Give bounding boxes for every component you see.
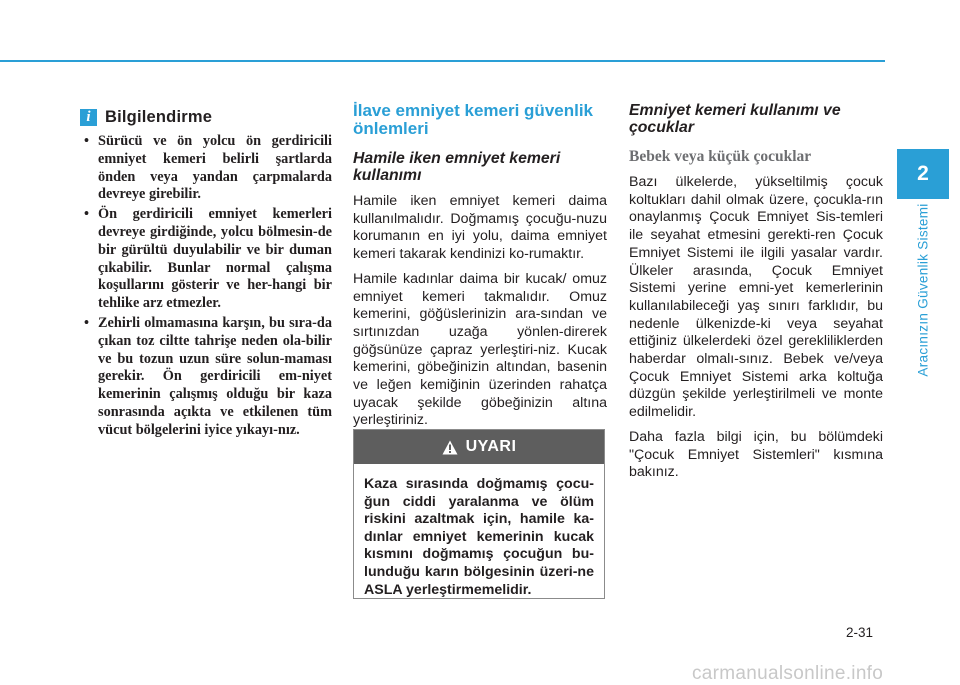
section-heading: Emniyet kemeri kullanımı ve çocuklar: [629, 102, 841, 136]
info-list: [80, 133, 332, 440]
top-rule: [0, 60, 885, 62]
info-item: • Zehirli olmamasına karşın, bu sıra-da çıkan toz ciltte tahrişe neden ola-bilir ve bu tozun uzun süre solun-maması gerekir. Ön gerdiricili em-niyet kemerinin çalışmış olduğu bir kaza sonrasında açıkta ve etkilenen tüm vücut bölgelerini iyice yıkayı-nız.: [80, 315, 332, 440]
pregnancy-section: [353, 101, 607, 437]
warning-text: Kaza sırasında doğmamış çocu-ğun ciddi yaralanma ve ölüm riskini azaltmak için, hamile ka-dınlar emniyet kemerinin kucak kısmını doğmamış çocuğun bu-lunduğu karın bölgesinin üzeri-ne ASLA yerleştirmemelidir.: [364, 476, 594, 598]
info-item: • Ön gerdiricili emniyet kemerleri devreye girdiğinde, yolcu bölmesin-de bir gürültü duyulabilir ve bir duman çıkabilir. Bunlar normal çalışma koşullarını gösterir ve her-hangi bir tehlike arz etmezler.: [80, 206, 332, 313]
info-icon: i: [80, 109, 97, 126]
info-box: [80, 108, 332, 442]
warning-header: [354, 430, 604, 464]
warning-label: UYARI: [465, 438, 517, 455]
paragraph: Daha fazla bilgi için, bu bölümdeki "Çocuk Emniyet Sistemleri" kısmına bakınız.: [629, 428, 883, 481]
chapter-label: Aracınızın Güvenlik Sistemi: [915, 203, 931, 377]
info-title: Bilgilendirme: [105, 108, 213, 126]
section-heading: İlave emniyet kemeri güvenlik önlemleri: [353, 101, 594, 138]
paragraph: Bazı ülkelerde, yükseltilmiş çocuk koltukları dahil olmak üzere, çocukla-rın onaylanmış Çocuk Emniyet Sis-temleri ile seyahat etmesini gerekti-ren Çocuk Emniyet Sistemi ile ilgili yasalar vardır. Ülkeler arasında, Çocuk Emniyet Sistemi yerine emni-yet kemerlerinin kullanılabileceği yaş sınırı farklıdır, bu nedenle ülkenizde-ki veya seyahat ettiğiniz ülkelerdeki özel gerekliliklerden haberdar olmalı-sınız. Bebek ve/veya Çocuk Emniyet Sistemi arka koltuğa düzgün şekilde yerleştirilmeli ve monte edilmelidir.: [629, 174, 883, 421]
info-header: [80, 108, 332, 127]
warning-box: [353, 429, 605, 599]
children-section: [629, 102, 883, 489]
section-subheading: Bebek veya küçük çocuklar: [629, 148, 812, 165]
paragraph: Hamile kadınlar daima bir kucak/ omuz emniyet kemeri takmalıdır. Omuz kemerini, göğüslerinizin ara-sından ve sırtınızdan uzağa yönlen-direrek göğsünüze çapraz yerleştiri-niz. Kucak kemerini, göbeğinizin altından, basenin ve leğen kemiğinin üzerinden rahatça uyacak şekilde göbeğinizin altına yerleştiriniz.: [353, 270, 607, 429]
info-item: • Sürücü ve ön yolcu ön gerdiricili emniyet kemeri belirli şartlarda önden veya yandan çarpmalarda devreye girebilir.: [80, 133, 332, 204]
warning-triangle-icon: [442, 440, 458, 455]
paragraph: Hamile iken emniyet kemeri daima kullanılmalıdır. Doğmamış çocuğu-nuzu korumanın en iyi yolu, daima emniyet kemeri takarak kendinizi ko-rumaktır.: [353, 193, 607, 263]
watermark: carmanualsonline.info: [692, 663, 884, 684]
chapter-tab: 2: [897, 149, 949, 199]
section-subheading: Hamile iken emniyet kemeri kullanımı: [353, 150, 561, 184]
page-number: 2-31: [846, 625, 874, 640]
